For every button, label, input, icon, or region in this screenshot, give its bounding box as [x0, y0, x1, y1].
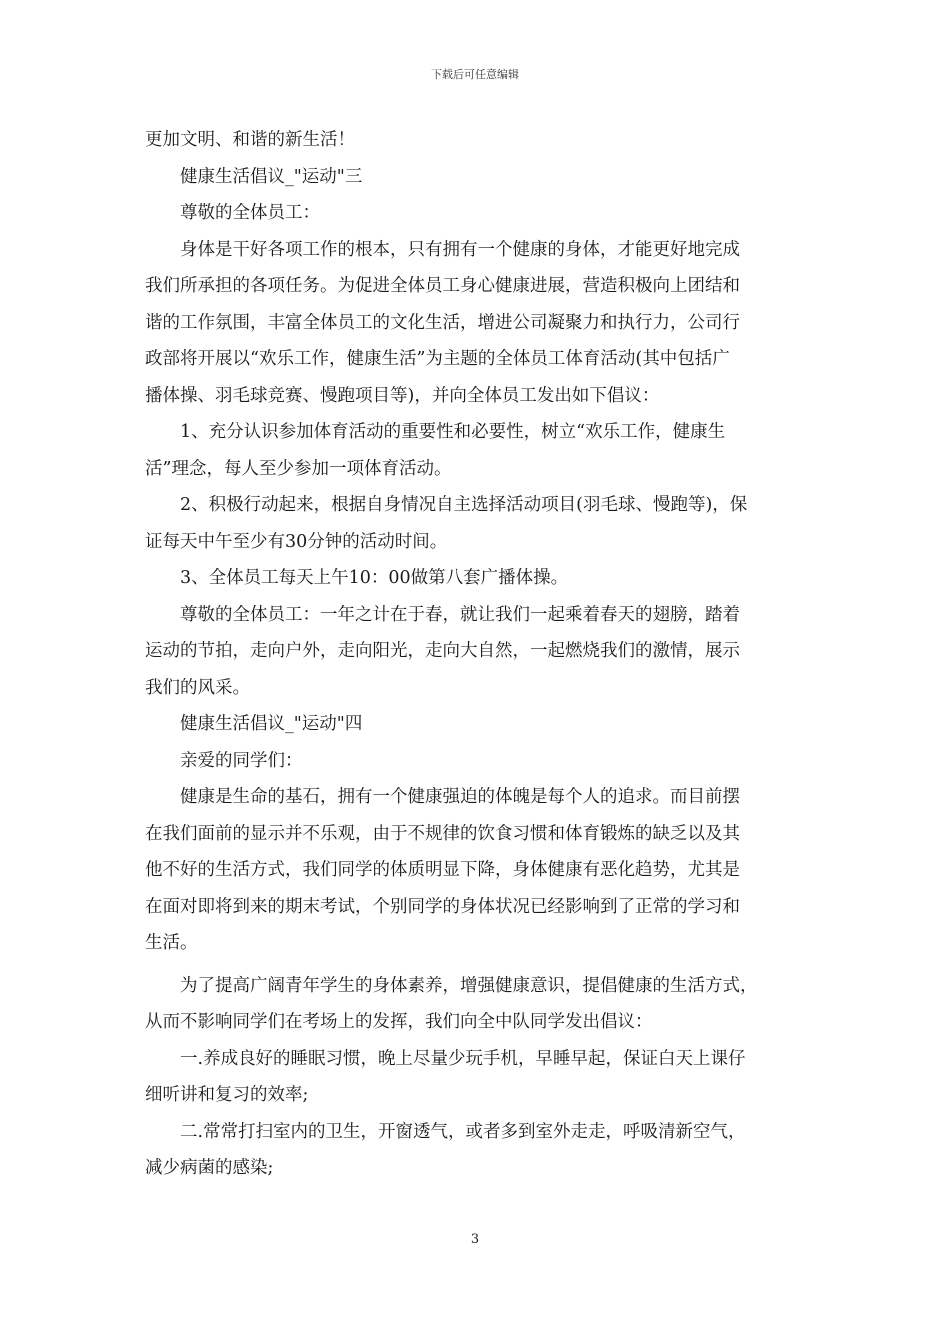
text-line: 从而不影响同学们在考场上的发挥，我们向全中队同学发出倡议：: [145, 1012, 653, 1032]
text-line: 健康生活倡议_"运动"三: [180, 166, 363, 187]
text-line: 健康是生命的基石，拥有一个健康强迫的体魄是每个人的追求。而目前摆: [180, 787, 740, 807]
text-line: 谐的工作氛围，丰富全体员工的文化生活，增进公司凝聚力和执行力，公司行: [145, 312, 740, 333]
text-line: 健康生活倡议_"运动"四: [180, 714, 363, 734]
text-line: 我们的风采。: [145, 677, 250, 698]
text-line: 我们所承担的各项任务。为促进全体员工身心健康进展，营造积极向上团结和: [145, 276, 740, 296]
text-line: 更加文明、和谐的新生活！: [145, 130, 355, 150]
text-line: 在我们面前的显示并不乐观，由于不规律的饮食习惯和体育锻炼的缺乏以及其: [145, 823, 740, 844]
text-line: 3、全体员工每天上午10：00做第八套广播体操。: [180, 568, 569, 588]
text-line: 一.养成良好的睡眠习惯，晚上尽量少玩手机，早睡早起，保证白天上课仔: [180, 1048, 746, 1069]
text-line: 2、积极行动起来，根据自身情况自主选择活动项目(羽毛球、慢跑等)，保: [180, 495, 748, 515]
text-line: 1、充分认识参加体育活动的重要性和必要性，树立“欢乐工作，健康生: [180, 422, 726, 442]
text-line: 生活。: [145, 933, 198, 953]
text-line: 尊敬的全体员工：: [180, 203, 320, 223]
text-line: 证每天中午至少有30分钟的活动时间。: [145, 531, 448, 552]
text-line: 细听讲和复习的效率;: [145, 1085, 309, 1105]
page-header: 下载后可任意编辑: [431, 68, 519, 81]
text-line: 亲爱的同学们：: [180, 750, 303, 771]
text-line: 二.常常打扫室内的卫生，开窗透气，或者多到室外走走，呼吸清新空气，: [180, 1121, 746, 1142]
text-line: 尊敬的全体员工：一年之计在于春，就让我们一起乘着春天的翅膀，踏着: [180, 604, 740, 625]
text-line: 运动的节拍，走向户外，走向阳光，走向大自然，一起燃烧我们的激情，展示: [145, 641, 740, 661]
page-number: 3: [470, 1232, 480, 1247]
text-line: 减少病菌的感染;: [145, 1158, 274, 1178]
text-line: 政部将开展以“欢乐工作，健康生活”为主题的全体员工体育活动(其中包括广: [145, 349, 730, 369]
text-line: 为了提高广阔青年学生的身体素养，增强健康意识，提倡健康的生活方式，: [180, 975, 758, 996]
text-line: 活”理念，每人至少参加一项体育活动。: [145, 458, 452, 479]
text-line: 他不好的生活方式，我们同学的体质明显下降，身体健康有恶化趋势，尤其是: [145, 860, 740, 880]
text-line: 身体是干好各项工作的根本，只有拥有一个健康的身体，才能更好地完成: [180, 239, 740, 260]
document-body: [145, 122, 808, 1187]
text-line: 在面对即将到来的期末考试，个别同学的身体状况已经影响到了正常的学习和: [145, 896, 740, 917]
text-line: 播体操、羽毛球竞赛、慢跑项目等)，并向全体员工发出如下倡议：: [145, 385, 660, 406]
